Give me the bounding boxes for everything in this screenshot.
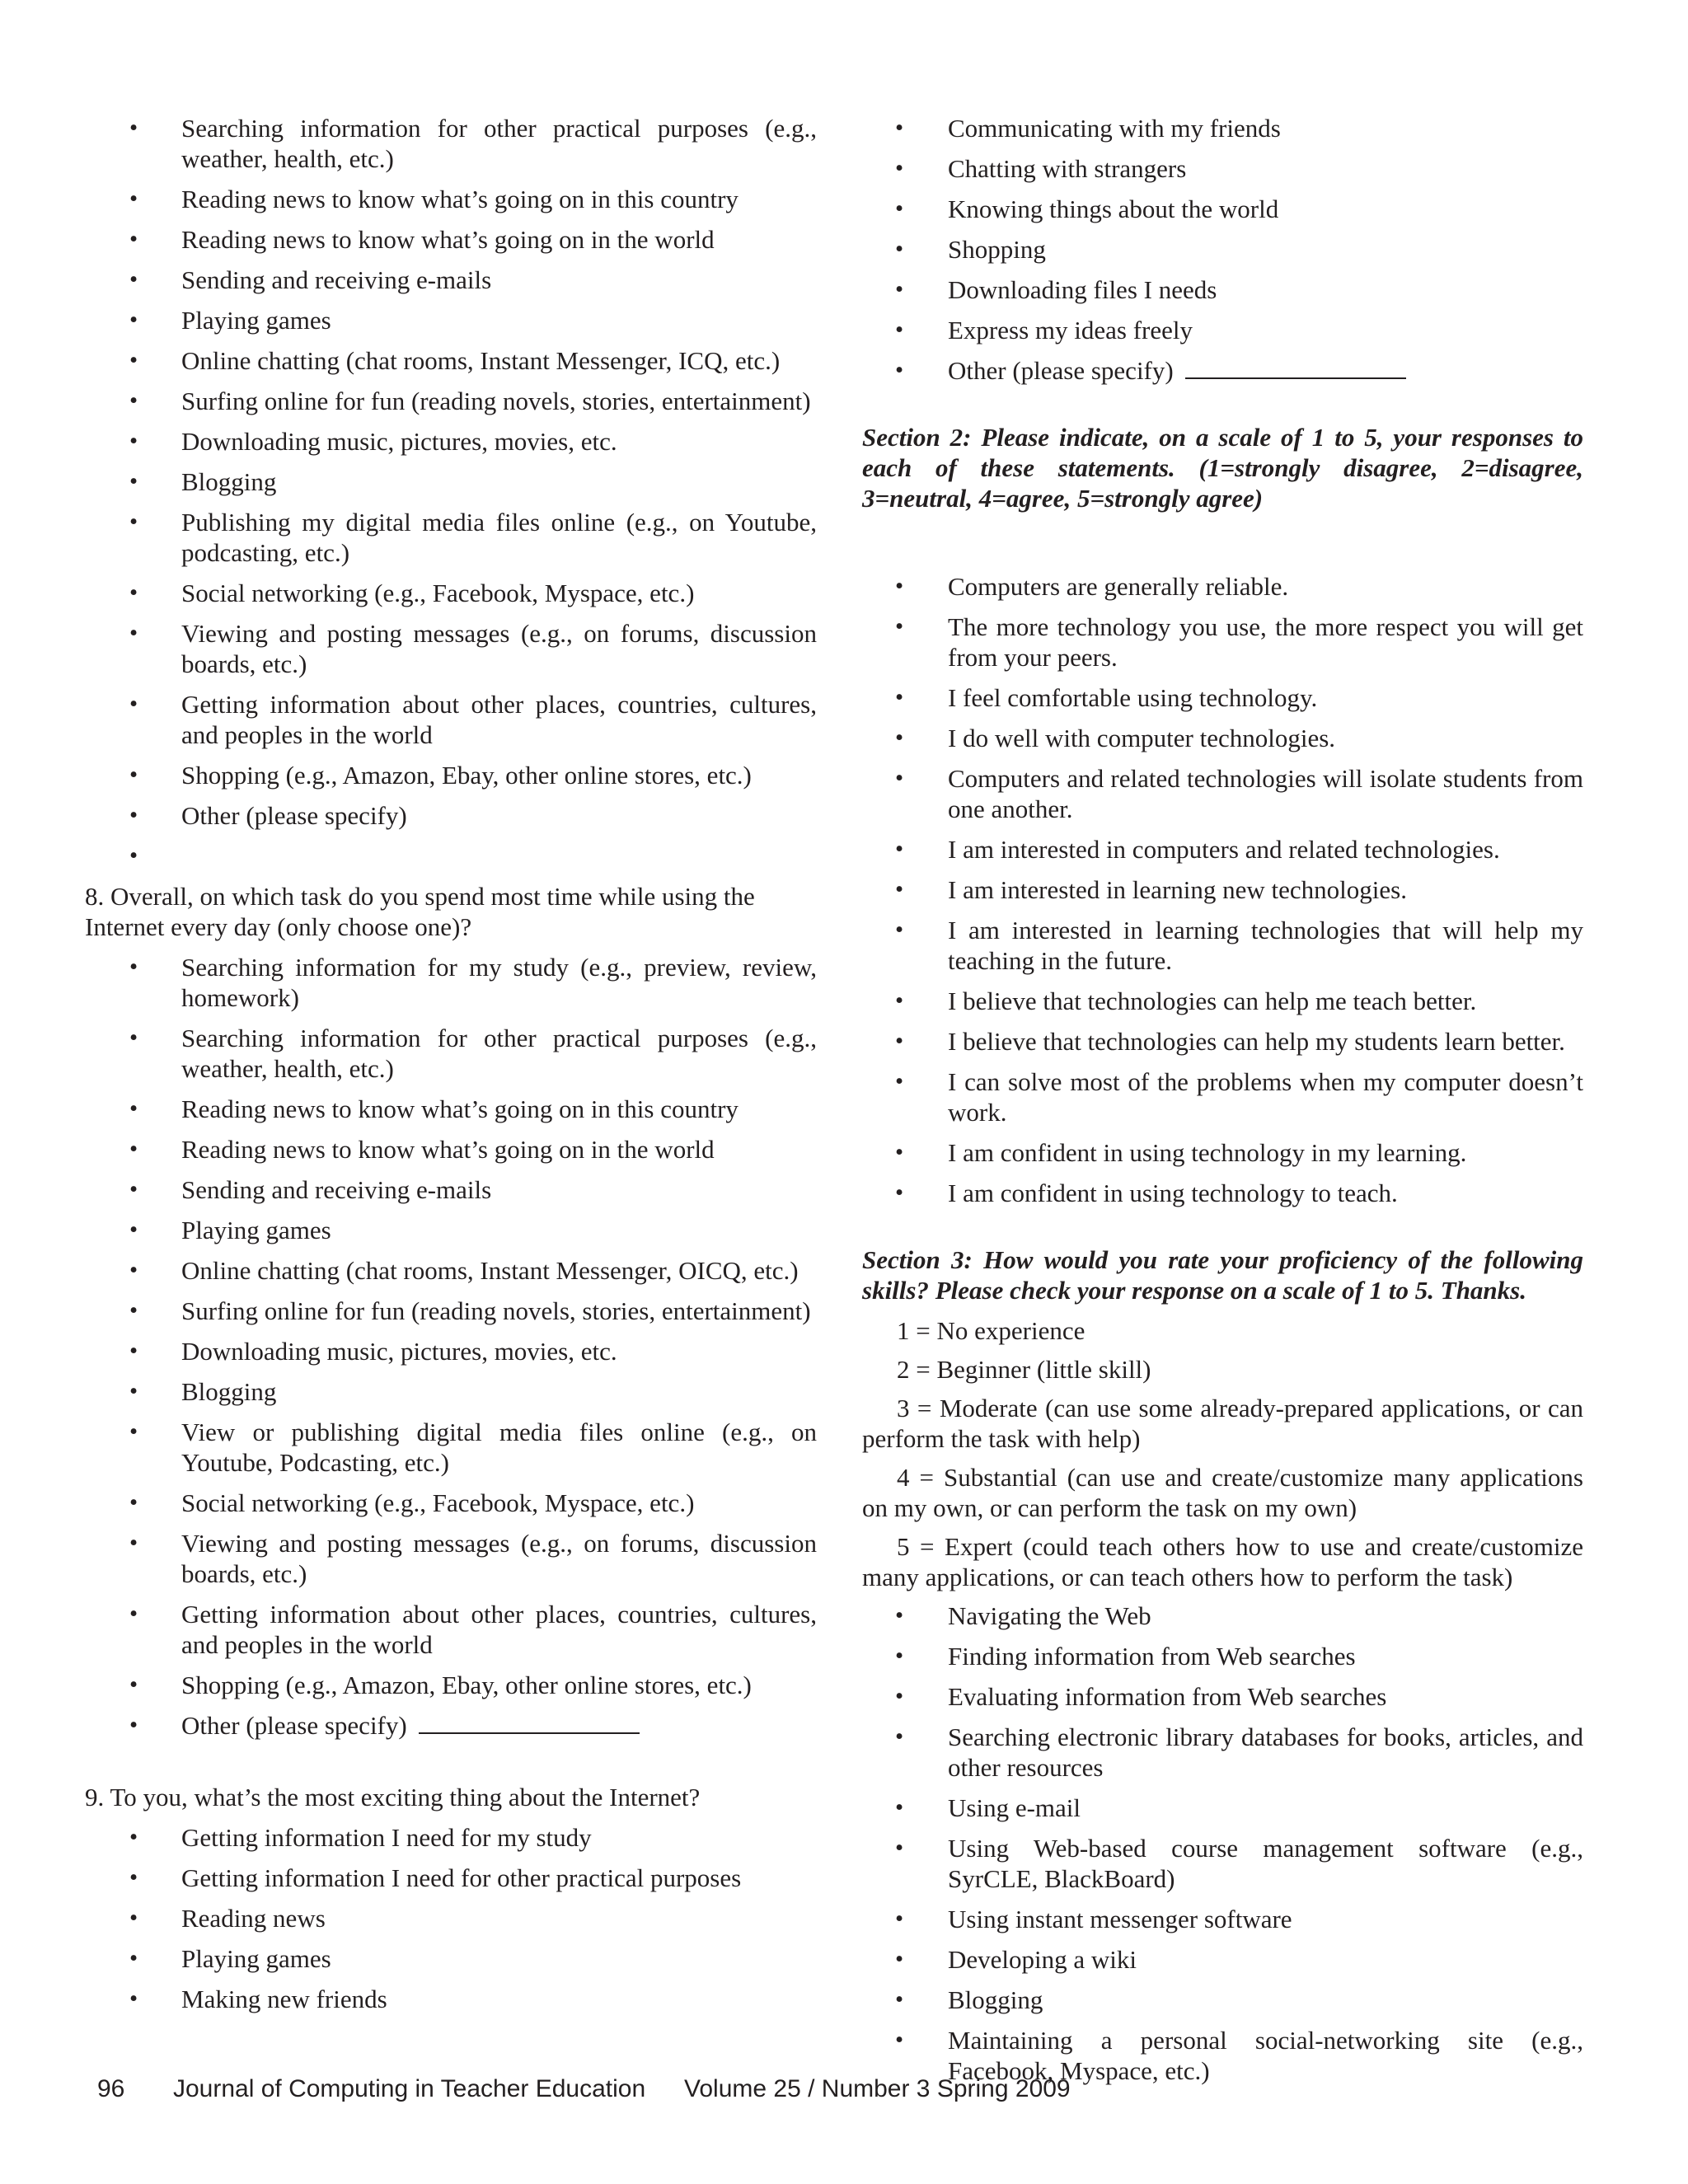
list-item: • Downloading music, pictures, movies, etc. <box>85 1336 817 1366</box>
list-item: • Viewing and posting messages (e.g., on forums, discussion boards, etc.) <box>85 618 817 679</box>
list-item: • Shopping (e.g., Amazon, Ebay, other online stores, etc.) <box>85 1670 817 1700</box>
question-9: 9. To you, what’s the most exciting thing about the Internet? <box>85 1783 701 1811</box>
statement-item: • I am confident in using technology in my learning. <box>862 1137 1583 1168</box>
other-label: Other (please specify) <box>948 356 1174 385</box>
list-item: • Blogging <box>85 466 817 497</box>
list-item-empty <box>85 841 817 871</box>
list-item: • Blogging <box>85 1376 817 1407</box>
list-item: • Chatting with strangers <box>862 153 1583 184</box>
exciting-list <box>85 1822 817 2014</box>
scale-level: 1 = No experience <box>897 1316 1085 1345</box>
list-item: • Searching information for other practical purposes (e.g., weather, health, etc.) <box>85 113 817 174</box>
fill-in-blank[interactable] <box>1185 356 1406 379</box>
journal-title: Journal of Computing in Teacher Education <box>173 2075 646 2102</box>
skill-item: • Developing a wiki <box>862 1944 1583 1975</box>
list-item: • Playing games <box>85 1943 817 1974</box>
page-footer <box>97 2075 1071 2103</box>
list-item: • Reading news to know what’s going on in this country <box>85 184 817 214</box>
skill-item: • Blogging <box>862 1985 1583 2015</box>
statement-item: • Computers are generally reliable. <box>862 571 1583 602</box>
statement-item: • I believe that technologies can help my students learn better. <box>862 1026 1583 1057</box>
section-2-statements <box>862 571 1583 1208</box>
list-item: • Publishing my digital media files online (e.g., on Youtube, podcasting, etc.) <box>85 507 817 568</box>
list-item: • Surfing online for fun (reading novels, stories, entertainment) <box>85 1296 817 1326</box>
skill-item: • Using instant messenger software <box>862 1904 1583 1934</box>
list-item: • Other (please specify) <box>85 800 817 831</box>
scale-level: 4 = Substantial (can use and create/customize many applications on my own, or can perform the task on my own) <box>862 1463 1583 1522</box>
statement-item: • The more technology you use, the more respect you will get from your peers. <box>862 612 1583 673</box>
exciting-list-cont <box>862 113 1583 386</box>
statement-item: • I do well with computer technologies. <box>862 723 1583 753</box>
list-item: • Getting information I need for other practical purposes <box>85 1863 817 1893</box>
skill-item: • Using Web-based course management software (e.g., SyrCLE, BlackBoard) <box>862 1833 1583 1894</box>
statement-item: • I am interested in learning new technologies. <box>862 874 1583 905</box>
skill-item: • Navigating the Web <box>862 1601 1583 1631</box>
list-item: • Searching information for other practical purposes (e.g., weather, health, etc.) <box>85 1023 817 1084</box>
list-item: • Playing games <box>85 1215 817 1245</box>
list-item: • Sending and receiving e-mails <box>85 265 817 295</box>
skill-item: • Using e-mail <box>862 1793 1583 1823</box>
usage-list-a <box>85 113 817 871</box>
list-item: • Getting information I need for my study <box>85 1822 817 1853</box>
usage-list-b <box>85 952 817 1741</box>
list-item: • Reading news to know what’s going on in the world <box>85 1134 817 1165</box>
list-item-other <box>85 1710 817 1741</box>
other-label: Other (please specify) <box>181 1711 407 1740</box>
list-item-other <box>862 355 1583 386</box>
list-item: • Downloading files I needs <box>862 274 1583 305</box>
list-item: • Getting information about other places, countries, cultures, and peoples in the world <box>85 689 817 750</box>
issue-info: Volume 25 / Number 3 Spring 2009 <box>684 2075 1071 2102</box>
list-item: • Reading news to know what’s going on in this country <box>85 1094 817 1124</box>
list-item: • Viewing and posting messages (e.g., on forums, discussion boards, etc.) <box>85 1528 817 1589</box>
list-item: • Social networking (e.g., Facebook, Myspace, etc.) <box>85 1488 817 1518</box>
list-item: • Online chatting (chat rooms, Instant Messenger, ICQ, etc.) <box>85 345 817 376</box>
statement-item: • I am confident in using technology to teach. <box>862 1178 1583 1208</box>
list-item: • Searching information for my study (e.g., preview, review, homework) <box>85 952 817 1013</box>
skill-item: • Searching electronic library databases for books, articles, and other resources <box>862 1722 1583 1783</box>
list-item: • Social networking (e.g., Facebook, Myspace, etc.) <box>85 578 817 608</box>
fill-in-blank[interactable] <box>419 1711 640 1734</box>
statement-item: • I am interested in computers and related technologies. <box>862 834 1583 865</box>
statement-item: • Computers and related technologies will isolate students from one another. <box>862 763 1583 824</box>
skill-item: • Finding information from Web searches <box>862 1641 1583 1671</box>
section-3-skills <box>862 1601 1583 2086</box>
list-item: • Reading news to know what’s going on in the world <box>85 224 817 255</box>
list-item: • Shopping <box>862 234 1583 265</box>
list-item: • Communicating with my friends <box>862 113 1583 143</box>
list-item: • Shopping (e.g., Amazon, Ebay, other online stores, etc.) <box>85 760 817 790</box>
list-item: • Getting information about other places, countries, cultures, and peoples in the world <box>85 1599 817 1660</box>
statement-item: • I feel comfortable using technology. <box>862 682 1583 713</box>
list-item: • Downloading music, pictures, movies, etc. <box>85 426 817 457</box>
list-item: • Online chatting (chat rooms, Instant Messenger, OICQ, etc.) <box>85 1255 817 1286</box>
section-3-heading: Section 3: How would you rate your proficiency of the following skills? Please check your response on a scale of 1 to 5. Thanks. <box>862 1245 1583 1305</box>
scale-level: 5 = Expert (could teach others how to use and create/customize many applications, or can teach others how to perform the task) <box>862 1532 1583 1591</box>
list-item: • Making new friends <box>85 1984 817 2014</box>
scale-level: 3 = Moderate (can use some already-prepared applications, or can perform the task with help) <box>862 1394 1583 1453</box>
statement-item: • I can solve most of the problems when my computer doesn’t work. <box>862 1066 1583 1127</box>
list-item: • Express my ideas freely <box>862 315 1583 345</box>
list-item: • Playing games <box>85 305 817 335</box>
question-8: 8. Overall, on which task do you spend most time while using the Internet every day (only choose one)? <box>85 882 755 941</box>
statement-item: • I believe that technologies can help me teach better. <box>862 986 1583 1016</box>
right-column <box>862 113 1583 2096</box>
skill-item: • Evaluating information from Web searches <box>862 1681 1583 1712</box>
list-item: • Sending and receiving e-mails <box>85 1174 817 1205</box>
list-item: • Reading news <box>85 1903 817 1933</box>
list-item: • Surfing online for fun (reading novels, stories, entertainment) <box>85 386 817 416</box>
skill-item: • Maintaining a personal social-networking site (e.g., Facebook, Myspace, etc.) <box>862 2025 1583 2086</box>
list-item: • Knowing things about the world <box>862 194 1583 224</box>
section-2-heading: Section 2: Please indicate, on a scale of 1 to 5, your responses to each of these statements. (1=strongly disagree, 2=disagree, 3=neutral, 4=agree, 5=strongly agree) <box>862 423 1583 513</box>
statement-item: • I am interested in learning technologies that will help my teaching in the future. <box>862 915 1583 976</box>
list-item: • View or publishing digital media files online (e.g., on Youtube, Podcasting, etc.) <box>85 1417 817 1478</box>
scale-level: 2 = Beginner (little skill) <box>897 1355 1151 1384</box>
left-column <box>85 113 817 2024</box>
page-number: 96 <box>97 2075 125 2102</box>
